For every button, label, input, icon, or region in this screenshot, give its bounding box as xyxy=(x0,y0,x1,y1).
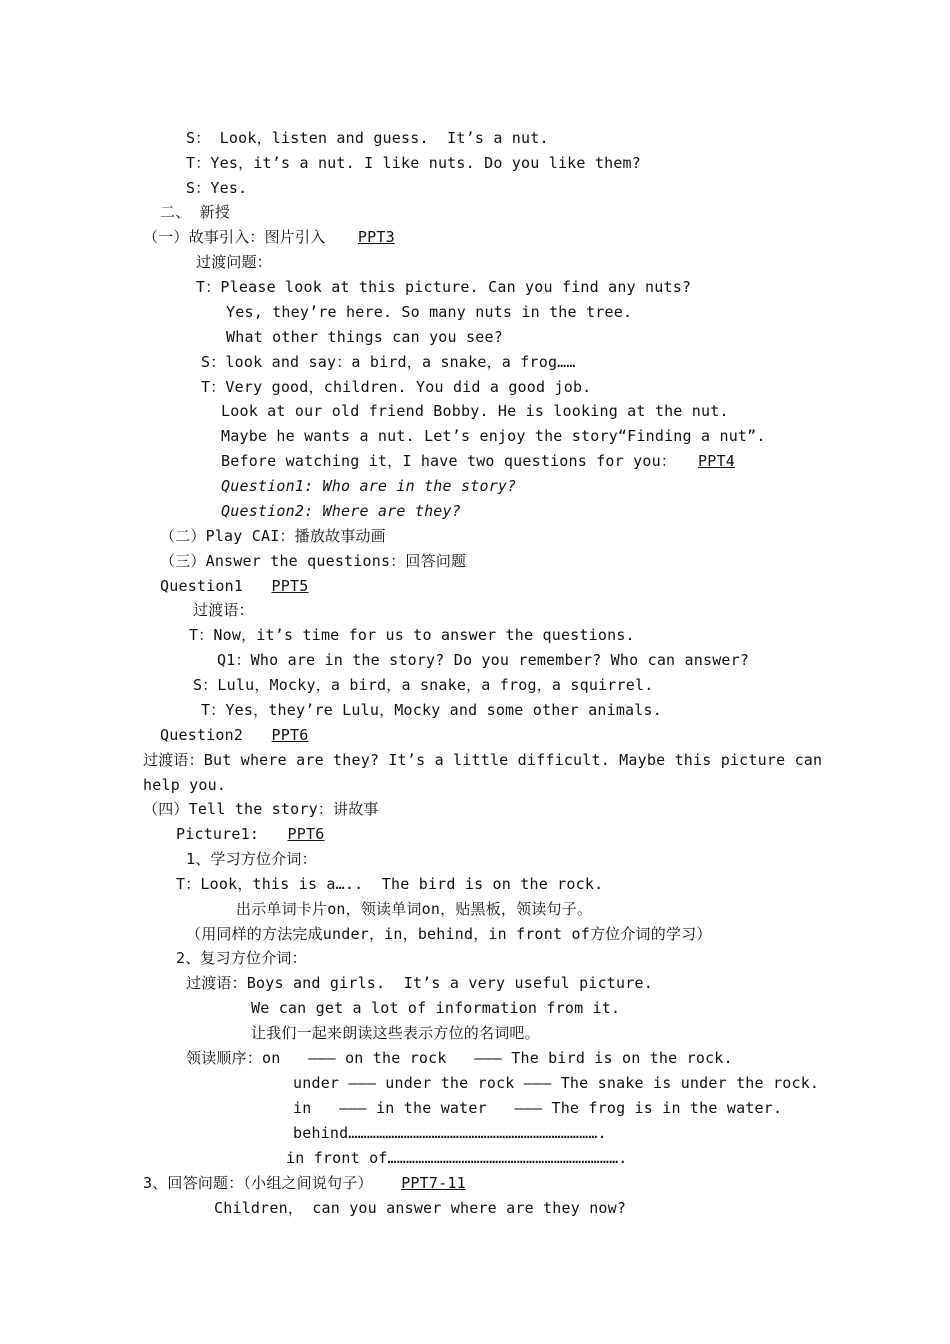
ppt-reference: PPT5 xyxy=(271,577,309,595)
ppt-reference: PPT4 xyxy=(698,452,735,470)
line-text: 过渡问题： xyxy=(196,253,273,271)
line-text: （二）Play CAI：播放故事动画 xyxy=(160,527,386,545)
line-text: 过渡语：Boys and girls. It’s a very useful picture. xyxy=(186,974,653,992)
line-text: Children， can you answer where are they now? xyxy=(214,1199,627,1217)
line-text: Maybe he wants a nut. Let’s enjoy the story“Finding a nut”. xyxy=(221,427,766,445)
dialogue-line xyxy=(186,153,641,173)
line-text: S：Yes. xyxy=(186,179,248,197)
line-text: What other things can you see? xyxy=(226,328,503,346)
line-text: Question1 xyxy=(160,577,262,595)
line-text: 二、 新授 xyxy=(160,203,231,221)
ppt-reference: PPT3 xyxy=(357,228,395,246)
dialogue-line xyxy=(221,451,751,471)
dialogue-line xyxy=(176,874,603,894)
line-text: 过渡语： xyxy=(193,601,254,619)
line-text: under ——— under the rock ——— The snake is under the rock. xyxy=(293,1074,820,1092)
line-text: Question2: Where are they? xyxy=(221,502,461,520)
line-text: T：Look，this is a….. The bird is on the rock. xyxy=(176,875,604,893)
picture-heading xyxy=(176,824,324,844)
dialogue-line xyxy=(201,352,576,372)
subsection-heading xyxy=(160,551,466,571)
reading-order-line xyxy=(293,1098,782,1118)
reading-order-line xyxy=(186,1048,733,1068)
instruction-line xyxy=(186,924,712,944)
line-text: （一）故事引入：图片引入 xyxy=(143,228,344,246)
transition-line xyxy=(143,775,226,795)
line-text: Look at our old friend Bobby. He is looking at the nut. xyxy=(221,402,729,420)
question-line xyxy=(221,476,516,496)
line-text: 2、复习方位介词： xyxy=(176,949,307,967)
subsection-heading xyxy=(143,799,379,819)
transition-line xyxy=(251,998,620,1018)
line-text: in ——— in the water ——— The frog is in the water. xyxy=(293,1099,783,1117)
question-heading xyxy=(160,725,308,745)
dialogue-line xyxy=(189,625,635,645)
line-text: S： Look，listen and guess. It’s a nut. xyxy=(186,129,549,147)
line-text: T：Yes，it’s a nut. I like nuts. Do you like them? xyxy=(186,154,642,172)
line-text: help you. xyxy=(143,776,227,794)
line-text: Picture1: xyxy=(176,825,278,843)
line-text: （用同样的方法完成under，in，behind，in front of方位介词的学习） xyxy=(186,925,712,943)
step-heading xyxy=(143,1173,466,1193)
line-text: （三）Answer the questions：回答问题 xyxy=(160,552,467,570)
question-heading xyxy=(160,576,308,596)
line-text: S：look and say：a bird，a snake，a frog…… xyxy=(201,353,576,371)
section-heading xyxy=(160,202,230,222)
subsection-heading xyxy=(160,526,386,546)
dialogue-line xyxy=(214,1198,626,1218)
subsection-heading xyxy=(143,227,395,247)
dialogue-line xyxy=(201,700,662,720)
line-text: in front of…………………………………………………………………. xyxy=(286,1149,628,1167)
line-text: T：Now，it’s time for us to answer the questions. xyxy=(189,626,635,644)
line-text: 出示单词卡片on，领读单词on，贴黑板，领读句子。 xyxy=(236,900,593,918)
line-text: 让我们一起来朗读这些表示方位的名词吧。 xyxy=(251,1024,540,1042)
line-text: Q1：Who are in the story? Do you remember? Who can answer? xyxy=(217,651,750,669)
line-text: S：Lulu，Mocky，a bird，a snake，a frog，a squirrel. xyxy=(193,676,654,694)
line-text: T：Yes，they’re Lulu，Mocky and some other animals. xyxy=(201,701,662,719)
ppt-reference: PPT6 xyxy=(271,726,309,744)
dialogue-line xyxy=(217,650,749,670)
line-text: （四）Tell the story：讲故事 xyxy=(143,800,379,818)
step-heading xyxy=(186,849,317,869)
dialogue-line xyxy=(201,377,591,397)
transition-label xyxy=(196,252,272,272)
ppt-reference: PPT7-11 xyxy=(401,1174,466,1192)
line-text: Before watching it，I have two questions for you： xyxy=(221,452,677,470)
reading-order-line xyxy=(293,1073,819,1093)
question-line xyxy=(221,501,461,521)
line-text: T：Please look at this picture. Can you find any nuts? xyxy=(196,278,692,296)
line-text: 领读顺序：on ——— on the rock ——— The bird is on the rock. xyxy=(186,1049,733,1067)
reading-order-line xyxy=(286,1148,628,1168)
dialogue-line xyxy=(193,675,653,695)
ppt-reference: PPT6 xyxy=(287,825,325,843)
dialogue-line xyxy=(196,277,691,297)
step-heading xyxy=(176,948,307,968)
transition-label xyxy=(193,600,254,620)
line-text: 1、学习方位介词： xyxy=(186,850,317,868)
transition-line xyxy=(186,973,653,993)
reading-order-line xyxy=(293,1123,607,1143)
transition-line xyxy=(143,750,822,770)
line-text: Question1: Who are in the story? xyxy=(221,477,517,495)
line-text: Question2 xyxy=(160,726,262,744)
dialogue-line xyxy=(226,327,503,347)
dialogue-line xyxy=(221,426,766,446)
dialogue-line xyxy=(186,128,549,148)
dialogue-line xyxy=(226,302,632,322)
line-text: Yes, they’re here. So many nuts in the tree. xyxy=(226,303,633,321)
line-text: We can get a lot of information from it. xyxy=(251,999,621,1017)
dialogue-line xyxy=(221,401,729,421)
transition-line xyxy=(251,1023,540,1043)
line-text: 3、回答问题：（小组之间说句子） xyxy=(143,1174,392,1192)
line-text: 过渡语：But where are they? It’s a little difficult. Maybe this picture can xyxy=(143,751,823,769)
dialogue-line xyxy=(186,178,247,198)
line-text: T：Very good，children. You did a good job. xyxy=(201,378,592,396)
line-text: behind………………………………………………………………………. xyxy=(293,1124,607,1142)
instruction-line xyxy=(236,899,592,919)
